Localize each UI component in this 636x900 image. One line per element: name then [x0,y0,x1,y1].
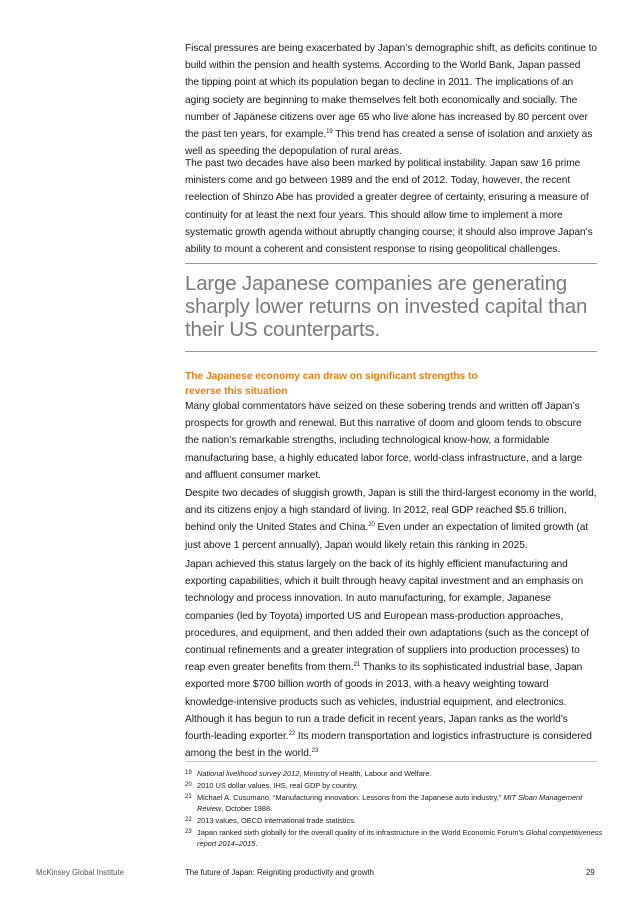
pullquote-rule-bottom [185,351,597,352]
footnote-ref: 22 [288,731,296,738]
footnote-ref: 21 [353,662,361,669]
body-paragraph-1: Fiscal pressures are being exacerbated by Japan’s demographic shift, as deficits continue to build within the pension and health systems. According to the World Bank, Japan passed the tipping point at which its population began to decline in 2011. The implications of an aging society are beginning to make themselves felt both economically and socially. The number of Japanese citizens over age 65 who live alone has increased by 80 percent over the past ten years, for example.$^{19}$ This trend has created a sense of isolation and anxiety as well as speeding the depopulation of rural areas. [185,43,597,158]
pull-quote: Large Japanese companies are generating sharply lower returns on invested capital than their US counterparts. [185,272,588,342]
footnotes-divider [185,761,597,762]
footnotes [185,768,605,850]
footnote-ref: 23 [311,748,319,755]
body-paragraph-2: The past two decades have also been marked by political instability. Japan saw 16 prime ministers come and go between 1989 and the end of 2012. Today, however, the recent reelection of Shinzo Abe has provided a greater degree of certainty, ensuring a measure of continuity for at least the next four years. This should allow time to implement a more systematic growth agenda without abruptly changing course; it should also improve Japan’s ability to mount a coherent and consistent response to rising geopolitical challenges. [185,158,593,256]
footnote-ref: 19 [326,129,333,136]
footnote: 23 Japan ranked sixth globally for the overall quality of its infrastructure in the World Economic Forum’s Global competitiveness report 2014–2015. [185,828,603,848]
footnote: 21 Michael A. Cusumano, “Manufacturing innovation: Lessons from the Japanese auto industry,” MIT Sloan Management Review, October 1988. [185,793,583,813]
body-paragraph-3: Many global commentators have seized on these sobering trends and written off Japan’s prospects for growth and renewal. But this narrative of doom and gloom tends to obscure the nation’s remarkable strengths, including technological know-how, a formidable manufacturing base, a highly educated labor force, world-class infrastructure, and a large and affluent consumer market. [185,401,582,481]
footnote-ref: 20 [368,522,375,529]
page-number: 29 [586,868,595,877]
footnote: 22 2013 values, OECD international trade statistics. [185,816,356,825]
footer-publisher: McKinsey Global Institute [36,868,124,877]
footnote: 19 National livelihood survey 2012, Ministry of Health, Labour and Welfare. [185,769,432,778]
footnote: 20 2010 US dollar values. IHS, real GDP by country. [185,781,358,790]
pullquote-rule-top [185,263,597,264]
footer-report-title: The future of Japan: Reigniting productivity and growth [185,868,374,877]
body-paragraph-5: Japan achieved this status largely on the back of its highly efficient manufacturing and exporting capabilities, which it built through heavy capital investment and an emphasis on technology and process innovation. In auto manufacturing, for example, Japanese companies (led by Toyota) imported US and European mass-production approaches, procedures, and equipment, and then added their own adaptations (such as the concept of continual refinements and a greater integration of suppliers into production processes) to reap even greater benefits from them.$^{21}$ Thanks to its sophisticated industrial base, Japan exported more $700 billion worth of goods in 2013, with a heavy weighting toward knowledge-intensive products such as vehicles, industrial equipment, and electronics. Although it has begun to run a trade deficit in recent years, Japan ranks as the world’s fourth-leading exporter.$^{22}$ Its modern transportation and logistics infrastructure is considered among the best in the world.$^{23}$ [185,559,592,760]
body-paragraph-4: Despite two decades of sluggish growth, Japan is still the third-largest economy in the world, and its citizens enjoy a high standard of living. In 2012, real GDP reached $5.6 trillion, behind only the United States and China.$^{20}$ Even under an expectation of limited growth (at just above 1 percent annually), Japan would likely retain this ranking in 2025. [185,488,597,551]
section-subheading: The Japanese economy can draw on significant strengths to reverse this situation [185,371,478,397]
